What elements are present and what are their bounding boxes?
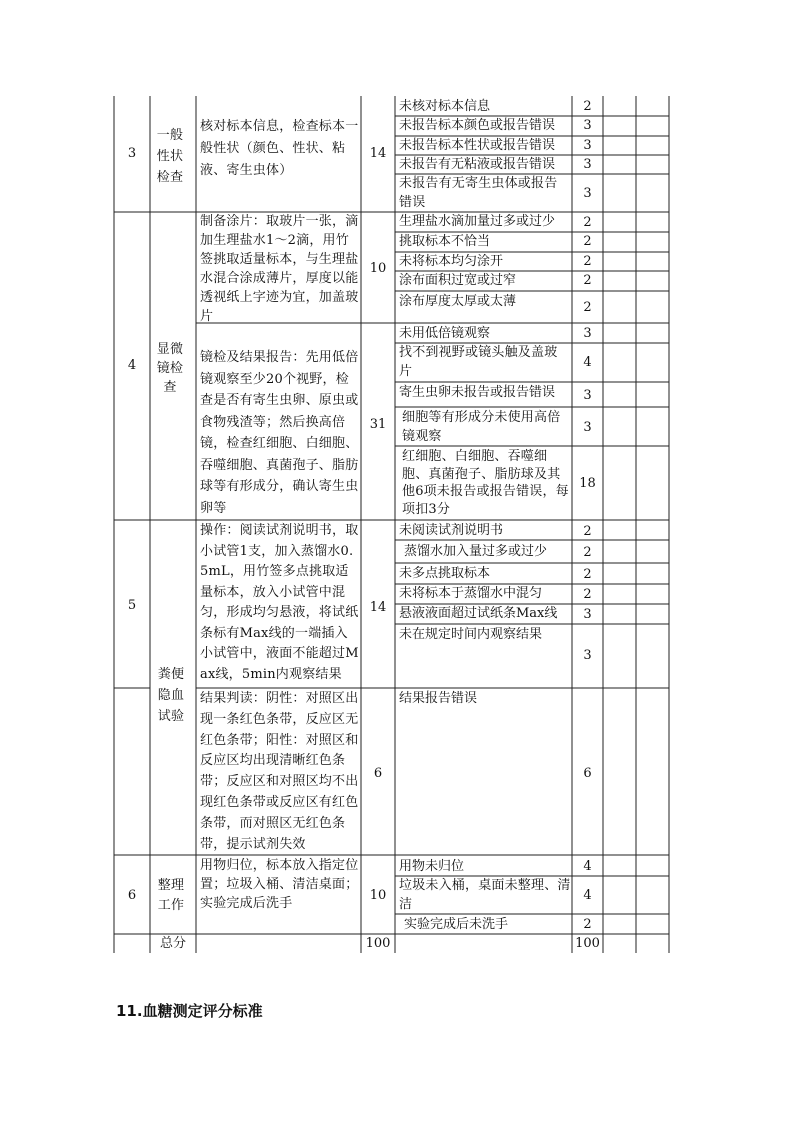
deduction-score: 4 (583, 355, 592, 370)
deduction-score: 3 (583, 648, 592, 663)
row-number: 6 (127, 888, 137, 903)
deduction-item: 蒸馏水加入量过多或过少 (404, 544, 548, 559)
row-number: 4 (127, 358, 137, 373)
deduction-score: 3 (583, 118, 592, 133)
deduction-score: 3 (583, 420, 592, 435)
points-value: 10 (369, 261, 387, 276)
deduction-item: 未核对标本信息 (399, 99, 491, 114)
category-label: 整理工作 (157, 878, 185, 913)
content-text: 镜检及结果报告：先用低倍镜观察至少20个视野，检查是否有寄生虫卵、原虫或食物残渣等；然后换高倍镜，检查红细胞、白细胞、吞噬细胞、真菌孢子、脂肪球等有形成分，确认寄生虫卵等 (200, 350, 359, 516)
deduction-item: 悬液液面超过试纸条Max线 (399, 606, 558, 621)
deduction-item: 结果报告错误 (399, 691, 478, 706)
category-label: 显微镜检查 (156, 342, 184, 395)
deduction-item: 垃圾未入桶，桌面未整理、清洁 (399, 878, 571, 912)
category-label: 一般性状检查 (156, 128, 184, 185)
deduction-score: 18 (579, 476, 596, 491)
total-points: 100 (365, 936, 391, 951)
deduction-score: 3 (583, 138, 592, 153)
deduction-item: 红细胞、白细胞、吞噬细胞、真菌孢子、脂肪球及其他6项未报告或报告错误，每项扣3分 (402, 449, 569, 517)
deduction-score: 2 (583, 545, 592, 560)
points-value: 10 (369, 888, 387, 903)
content-text: 用物归位，标本放入指定位置；垃圾入桶、清洁桌面；实验完成后洗手 (200, 858, 359, 911)
deduction-item: 未阅读试剂说明书 (399, 523, 504, 538)
deduction-item: 生理盐水滴加量过多或过少 (399, 214, 556, 229)
deduction-item: 未在规定时间内观察结果 (399, 627, 543, 642)
deduction-score: 3 (583, 388, 592, 403)
content-text: 核对标本信息，检查标本一般性状（颜色、性状、粘液、寄生虫体） (200, 119, 359, 178)
deduction-score: 2 (583, 234, 592, 249)
deduction-item: 未报告有无寄生虫体或报告错误 (399, 176, 558, 210)
deduction-score: 6 (583, 766, 592, 781)
deduction-score: 2 (583, 587, 592, 602)
deduction-score: 2 (583, 524, 592, 539)
deduction-item: 寄生虫卵未报告或报告错误 (399, 385, 556, 400)
deduction-item: 找不到视野或镜头触及盖玻片 (399, 345, 558, 379)
deduction-score: 4 (583, 859, 592, 874)
deduction-score: 2 (583, 273, 592, 288)
deduction-item: 用物未归位 (399, 859, 465, 874)
deduction-score: 3 (583, 607, 592, 622)
deduction-item: 未用低倍镜观察 (399, 326, 491, 341)
deduction-item: 实验完成后未洗手 (404, 917, 509, 932)
deduction-item: 挑取标本不恰当 (399, 234, 491, 249)
points-value: 6 (373, 766, 383, 781)
deduction-score: 2 (583, 300, 592, 315)
deduction-item: 细胞等有形成分未使用高倍镜观察 (402, 410, 561, 444)
deduction-item: 涂布厚度太厚或太薄 (399, 294, 517, 309)
deduction-score: 3 (583, 186, 592, 201)
section-heading: 11.血糖测定评分标准 (116, 1002, 263, 1020)
row-number: 3 (127, 146, 137, 161)
deduction-score: 3 (583, 157, 592, 172)
deduction-item: 未报告有无粘液或报告错误 (399, 157, 556, 172)
category-label: 粪便隐血试验 (157, 667, 185, 724)
deduction-item: 未多点挑取标本 (399, 566, 491, 581)
points-value: 31 (369, 417, 387, 432)
points-value: 14 (369, 600, 387, 615)
deduction-item: 未将标本均匀涂开 (399, 254, 504, 269)
deduction-item: 未报告标本性状或报告错误 (399, 138, 556, 153)
deduction-score: 3 (583, 326, 592, 341)
deduction-score: 4 (583, 888, 592, 903)
deduction-item: 未将标本于蒸馏水中混匀 (399, 586, 543, 601)
content-text: 操作：阅读试剂说明书，取小试管1支，加入蒸馏水0.5mL，用竹签多点挑取适量标本，放入小试管中混匀，形成均匀悬液，将试纸条标有Max线的一端插入小试管中，液面不能超过Max线，5min内观察结果 (200, 523, 359, 682)
row-number: 5 (127, 598, 137, 613)
points-value: 14 (369, 146, 387, 161)
content-text: 制备涂片：取玻片一张，滴加生理盐水1～2滴，用竹签挑取适量标本，与生理盐水混合涂成薄片，厚度以能透视纸上字迹为宜，加盖玻片 (200, 214, 359, 324)
deduction-item: 未报告标本颜色或报告错误 (399, 118, 556, 133)
deduction-score: 2 (583, 567, 592, 582)
content-text: 结果判读：阴性：对照区出现一条红色条带，反应区无红色条带；阳性：对照区和反应区均出现清晰红色条带；反应区和对照区均不出现红色条带或反应区有红色条带，而对照区无红色条带，提示试剂失效 (200, 691, 359, 852)
total-score: 100 (575, 936, 600, 951)
deduction-score: 2 (583, 215, 592, 230)
deduction-score: 2 (583, 99, 592, 114)
deduction-item: 涂布面积过宽或过窄 (399, 273, 517, 288)
deduction-score: 2 (583, 254, 592, 269)
deduction-score: 2 (583, 917, 592, 932)
total-label: 总分 (160, 936, 187, 951)
